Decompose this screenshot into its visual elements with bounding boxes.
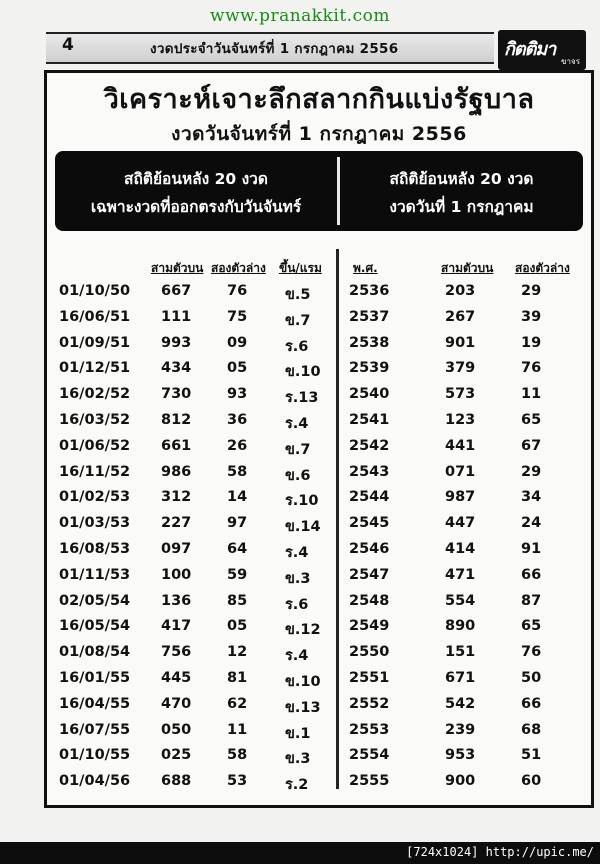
right-cell: 123 (445, 412, 476, 428)
banner-left-line1: สถิติย้อนหลัง 20 งวด (124, 170, 268, 188)
left-cell: 62 (227, 695, 248, 712)
right-cell: 24 (521, 515, 542, 532)
right-cell: 267 (445, 308, 476, 325)
left-cell: ร.6 (285, 596, 309, 613)
left-header-3: ขึ้น/แรม (279, 261, 322, 275)
left-cell: ข.3 (285, 570, 311, 587)
banner-left (55, 165, 337, 221)
right-cell: 2550 (349, 644, 390, 661)
left-cell: 16/08/53 (59, 541, 131, 557)
left-cell: 16/03/52 (59, 412, 131, 428)
left-cell: 05 (227, 360, 248, 377)
right-cell: 447 (445, 515, 476, 532)
logo-text: กิตติมา (504, 39, 556, 60)
left-cell: 661 (161, 437, 192, 454)
left-cell: 01/02/53 (59, 489, 131, 506)
right-cell: 471 (445, 566, 476, 583)
banner-right-line2: งวดวันที่ 1 กรกฎาคม (389, 198, 534, 216)
right-cell: 2547 (349, 566, 390, 583)
left-cell: ข.10 (285, 364, 321, 381)
left-cell: 59 (227, 566, 248, 583)
right-cell: 67 (521, 437, 542, 454)
right-header-0: พ.ศ. (353, 261, 378, 275)
watermark-url: www.pranakkit.com (210, 6, 390, 26)
left-header-2: สองตัวล่าง (211, 261, 266, 275)
right-cell: 953 (445, 747, 476, 764)
left-cell: 16/06/51 (59, 308, 131, 325)
left-cell: 993 (161, 334, 192, 351)
right-cell: 2539 (349, 360, 390, 377)
stats-banner (55, 151, 583, 231)
left-cell: ร.13 (285, 390, 319, 407)
left-cell: ข.3 (285, 751, 311, 768)
banner-right-line1: สถิติย้อนหลัง 20 งวด (389, 170, 534, 188)
left-cell: 111 (161, 308, 192, 325)
banner-left-line2: เฉพาะงวดที่ออกตรงกับวันจันทร์ (90, 198, 302, 216)
right-cell: 65 (521, 618, 542, 635)
right-cell: 51 (521, 747, 542, 764)
left-cell: 812 (161, 412, 192, 428)
left-cell: 667 (161, 283, 192, 299)
right-cell: 76 (521, 644, 542, 661)
page-number: 4 (62, 35, 74, 55)
right-cell: 890 (445, 618, 476, 635)
left-cell: 85 (227, 592, 248, 609)
right-cell: 2549 (349, 618, 390, 635)
left-cell: ร.10 (285, 493, 319, 510)
left-cell: 01/11/53 (59, 566, 131, 583)
right-cell: 554 (445, 592, 476, 609)
left-cell: 01/09/51 (59, 334, 131, 351)
left-cell: 05 (227, 618, 248, 635)
right-cell: 65 (521, 412, 542, 428)
column-divider (336, 249, 339, 789)
left-cell: 76 (227, 283, 248, 299)
header-title: งวดประจำวันจันทร์ที่ 1 กรกฎาคม 2556 (150, 41, 399, 57)
left-cell: 01/10/55 (59, 747, 131, 764)
left-cell: 26 (227, 437, 248, 454)
right-cell: 39 (521, 308, 542, 325)
left-cell: ข.13 (285, 699, 321, 716)
left-cell: ร.4 (285, 648, 309, 665)
right-cell: 2551 (349, 670, 390, 686)
left-cell: ข.14 (285, 519, 321, 536)
left-cell: 97 (227, 515, 248, 532)
right-cell: 2555 (349, 773, 390, 790)
left-cell: ข.12 (285, 622, 321, 639)
left-cell: 01/08/54 (59, 644, 131, 661)
left-cell: 16/01/55 (59, 670, 131, 686)
right-cell: 900 (445, 773, 476, 790)
article-frame (44, 70, 594, 808)
publication-logo (498, 30, 586, 70)
right-cell: 29 (521, 463, 542, 480)
right-cell: 671 (445, 670, 476, 686)
footer-text: [724x1024] http://upic.me/ (406, 845, 594, 859)
left-cell: 09 (227, 334, 248, 351)
right-cell: 901 (445, 334, 476, 351)
left-cell: 730 (161, 386, 192, 403)
left-cell: ข.10 (285, 674, 321, 690)
left-header-1: สามตัวบน (151, 261, 204, 275)
right-cell: 151 (445, 644, 476, 661)
right-cell: 66 (521, 566, 542, 583)
right-cell: 50 (521, 670, 542, 686)
right-cell: 29 (521, 283, 542, 299)
left-cell: 01/12/51 (59, 360, 131, 377)
right-cell: 239 (445, 721, 476, 738)
left-cell: ร.2 (285, 777, 309, 794)
right-header-2: สองตัวล่าง (515, 261, 570, 275)
right-cell: 2546 (349, 541, 390, 557)
right-cell: 87 (521, 592, 542, 609)
left-cell: ข.7 (285, 441, 311, 458)
left-cell: 58 (227, 463, 248, 480)
right-cell: 2536 (349, 283, 390, 299)
right-cell: 68 (521, 721, 542, 738)
right-cell: 203 (445, 283, 476, 299)
left-cell: 470 (161, 695, 192, 712)
left-cell: 688 (161, 773, 192, 790)
right-cell: 071 (445, 463, 476, 480)
left-cell: ร.6 (285, 338, 309, 355)
main-title: วิเคราะห์เจาะลึกสลากกินแบ่งรัฐบาล (103, 84, 535, 115)
right-cell: 76 (521, 360, 542, 377)
right-cell: 2544 (349, 489, 390, 506)
left-cell: 01/10/50 (59, 283, 131, 299)
right-cell: 441 (445, 437, 476, 454)
left-cell: 01/03/53 (59, 515, 131, 532)
left-cell: ข.1 (285, 725, 311, 742)
left-cell: 53 (227, 773, 248, 790)
right-cell: 60 (521, 773, 542, 790)
right-cell: 2541 (349, 412, 390, 428)
right-cell: 91 (521, 541, 542, 557)
left-cell: ข.6 (285, 467, 311, 484)
left-cell: 100 (161, 566, 192, 583)
left-cell: 64 (227, 541, 248, 557)
left-cell: 36 (227, 412, 248, 428)
left-cell: 75 (227, 308, 248, 325)
left-cell: 136 (161, 592, 192, 609)
left-cell: 16/11/52 (59, 463, 131, 480)
right-header-1: สามตัวบน (441, 261, 494, 275)
right-cell: 11 (521, 386, 542, 403)
left-cell: 227 (161, 515, 192, 532)
right-cell: 2538 (349, 334, 390, 351)
left-cell: 16/04/55 (59, 695, 131, 712)
left-cell: 445 (161, 670, 192, 686)
left-cell: ร.4 (285, 416, 309, 432)
right-cell: 2552 (349, 695, 390, 712)
sub-title: งวดวันจันทร์ที่ 1 กรกฎาคม 2556 (171, 123, 467, 145)
right-cell: 2548 (349, 592, 390, 609)
left-cell: 756 (161, 644, 192, 661)
left-cell: 986 (161, 463, 192, 480)
left-cell: ข.7 (285, 312, 311, 329)
footer-strip (0, 842, 600, 864)
left-cell: 93 (227, 386, 248, 403)
right-cell: 379 (445, 360, 476, 377)
left-cell: 58 (227, 747, 248, 764)
left-cell: 02/05/54 (59, 592, 131, 609)
left-cell: 14 (227, 489, 248, 506)
right-cell: 542 (445, 695, 476, 712)
right-cell: 2537 (349, 308, 390, 325)
left-cell: 312 (161, 489, 192, 506)
right-cell: 414 (445, 541, 476, 557)
logo-subtext: ขาจร (561, 57, 580, 66)
left-cell: 434 (161, 360, 192, 377)
right-cell: 2553 (349, 721, 390, 738)
left-cell: ร.4 (285, 545, 309, 561)
left-cell: 01/04/56 (59, 773, 131, 790)
left-cell: 417 (161, 618, 192, 635)
left-cell: 11 (227, 721, 248, 738)
left-cell: 81 (227, 670, 248, 686)
left-cell: 050 (161, 721, 192, 738)
right-cell: 573 (445, 386, 476, 403)
right-cell: 987 (445, 489, 476, 506)
right-cell: 2542 (349, 437, 390, 454)
banner-right (340, 165, 583, 221)
left-cell: 025 (161, 747, 192, 764)
right-cell: 34 (521, 489, 542, 506)
right-cell: 66 (521, 695, 542, 712)
right-cell: 2554 (349, 747, 390, 764)
right-cell: 2545 (349, 515, 390, 532)
left-cell: 16/05/54 (59, 618, 131, 635)
left-cell: 16/02/52 (59, 386, 131, 403)
right-cell: 19 (521, 334, 542, 351)
right-cell: 2540 (349, 386, 390, 403)
right-cell: 2543 (349, 463, 390, 480)
left-cell: 01/06/52 (59, 437, 131, 454)
left-cell: 12 (227, 644, 248, 661)
left-cell: 097 (161, 541, 192, 557)
left-cell: 16/07/55 (59, 721, 131, 738)
left-cell: ข.5 (285, 287, 311, 303)
